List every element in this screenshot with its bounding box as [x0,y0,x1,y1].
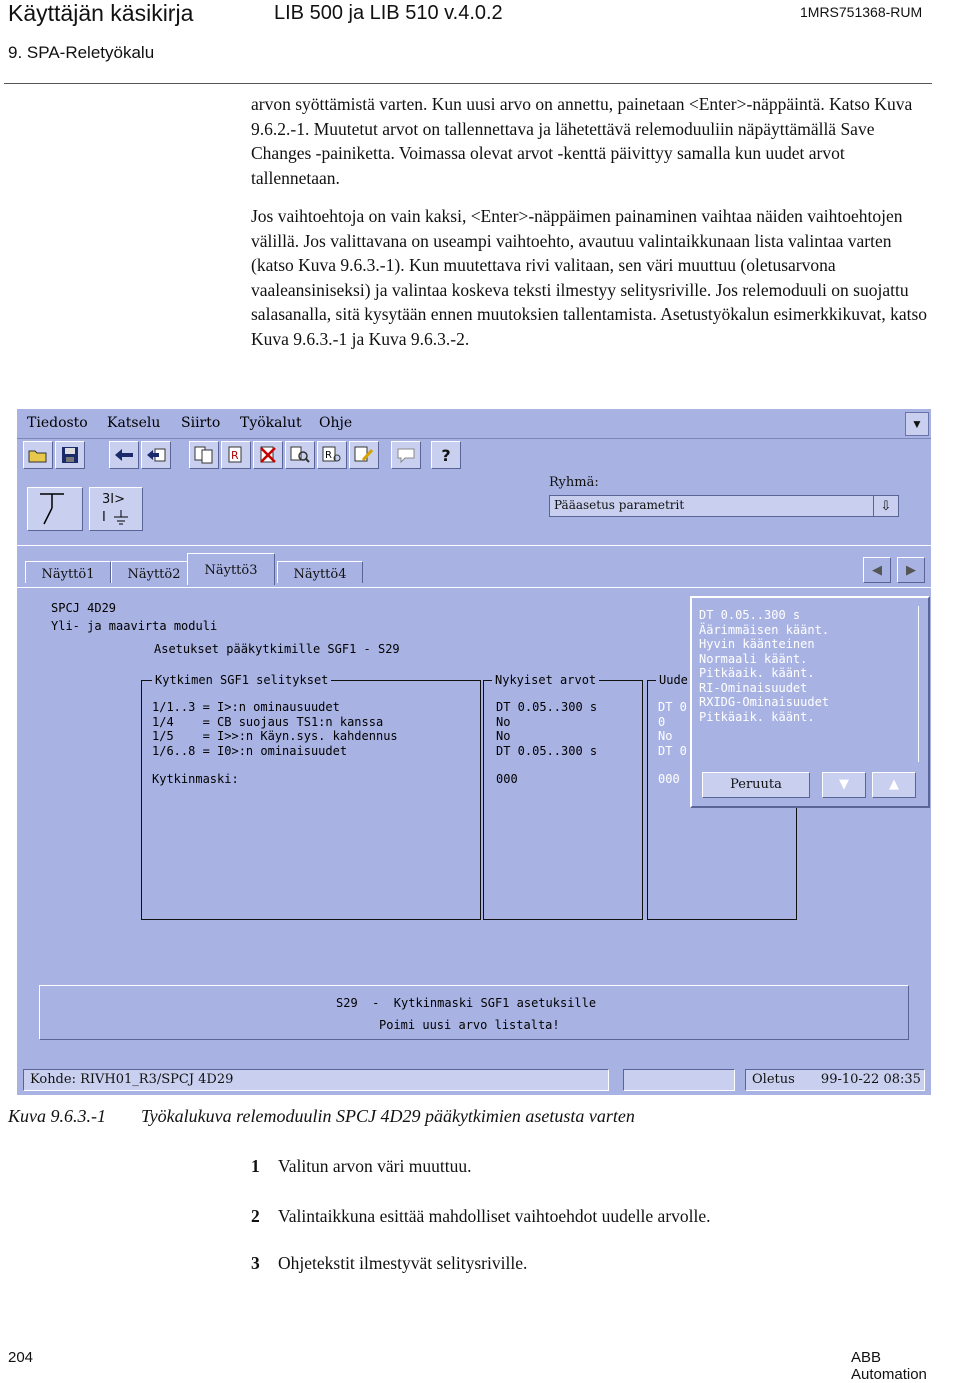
new-value-selected[interactable]: DT 0 [658,700,687,714]
scroll-down-icon[interactable]: ▼ [822,772,866,798]
menu-tyokalut[interactable]: Työkalut [240,415,302,431]
current-value: No [496,729,511,743]
popup-scroll-edge [918,606,919,762]
menu-tiedosto[interactable]: Tiedosto [27,415,88,431]
switch-description-box [141,673,481,920]
group-select[interactable] [549,495,899,517]
current-values-box [483,673,643,920]
module-name: SPCJ 4D29 [51,601,117,615]
value-popup [690,596,930,808]
note-number: 2 [251,1206,260,1226]
section-title: 9. SPA-Reletyökalu [8,43,155,62]
svg-text:R: R [231,449,239,462]
tab-naytto2[interactable]: Näyttö2 [111,561,197,583]
tab-next-icon[interactable]: ▶ [897,557,925,583]
product-name: LIB 500 ja LIB 510 v.4.0.2 [274,2,503,24]
module-desc: Yli- ja maavirta moduli [51,619,218,633]
note-number: 1 [251,1156,260,1176]
switch-icon-sub: I [102,510,106,525]
note-text: Ohjetekstit ilmestyvät selitysriville. [278,1253,528,1273]
toolbar [23,439,483,471]
status-time: 99-10-22 08:35 [820,1072,921,1087]
manual-title: Käyttäjän käsikirja [8,0,194,26]
figure-caption: Työkalukuva relemoduulin SPCJ 4D29 pääkytkimien asetusta varten [141,1106,635,1126]
header-divider [4,83,932,84]
tab-naytto3[interactable]: Näyttö3 [187,553,275,585]
switch-row[interactable]: 1/1..3 = I>:n ominausuudet [152,700,340,714]
edit-settings-icon[interactable] [349,441,379,469]
app-screenshot [17,409,931,1095]
note-text: Valitun arvon väri muuttuu. [278,1156,472,1176]
current-value: No [496,714,511,729]
value-option[interactable]: Pitkäaik. käänt. [699,709,815,724]
status-state-field [745,1069,925,1091]
current-value: DT 0.05..300 s [496,743,598,758]
scroll-up-icon[interactable]: ▲ [872,772,916,798]
delete-icon[interactable] [253,441,283,469]
value-option[interactable]: Äärimmäisen käänt. [699,622,830,637]
current-box-title: Nykyiset arvot [492,673,599,688]
new-box-title: Uude [656,673,691,688]
comment-icon[interactable] [391,441,421,469]
report-icon[interactable] [317,441,347,469]
document-id: 1MRS751368-RUM [800,4,923,20]
download-arrow-icon[interactable]: ⇩ [873,496,898,516]
status-line-2: Poimi uusi arvo listalta! [379,1018,560,1032]
switch-icon-label: 3I> [102,492,125,507]
menu-ohje[interactable]: Ohje [319,415,353,431]
switch-row[interactable]: 1/6..8 = I0>:n ominaisuudet [152,743,348,758]
value-option[interactable]: Pitkäaik. käänt. [699,666,815,680]
svg-text:R: R [325,450,332,461]
open-folder-icon[interactable] [23,441,53,469]
status-bar [17,1061,931,1095]
status-line-1: S29 - Kytkinmaski SGF1 asetuksille [336,996,597,1010]
menu-siirto[interactable]: Siirto [181,415,221,431]
page-number: 204 [8,1349,34,1366]
tab-naytto4[interactable]: Näyttö4 [277,561,363,583]
note-text: Valintaikkuna esittää mahdolliset vaihtoehdot uudelle arvolle. [278,1206,711,1226]
receive-arrow-icon[interactable] [141,441,171,469]
group-label: Ryhmä: [549,475,599,490]
note-number: 3 [251,1253,260,1273]
switch-row[interactable]: 1/5 = I>>:n Käyn.sys. kahdennus [152,729,398,743]
group-select-value: Pääasetus parametrit [554,498,685,512]
settings-title: Asetukset pääkytkimille SGF1 - S29 [154,642,400,656]
new-value[interactable]: DT 0 [658,743,687,758]
divider [17,545,931,546]
value-option[interactable]: Normaali käänt. [699,651,808,666]
tab-naytto1[interactable]: Näyttö1 [25,561,111,583]
compare-icon[interactable] [285,441,315,469]
help-glyph: ? [441,445,451,465]
new-mask[interactable]: 000 [658,772,680,786]
switch-row[interactable]: 1/4 = CB suojaus TS1:n kanssa [152,714,384,729]
copy-settings-icon[interactable] [189,441,219,469]
body-paragraph-1: arvon syöttämistä varten. Kun uusi arvo on annettu, painetaan <Enter>-näppäintä. Katso Kuva 9.6.2.-1. Muutetut arvot on tallennettava ja lähetettävä relemoduuliin näpäyttämällä Save Changes -painiketta. Voimassa olevat arvot -kenttä päivittyy samalla kun uudet arvot tallennetaan. [251,94,913,188]
dropdown-arrow-icon[interactable]: ▼ [905,412,929,436]
menu-katselu[interactable]: Katselu [107,415,161,431]
tab-prev-icon[interactable]: ◀ [863,557,891,583]
protection-function-icon[interactable] [89,487,143,531]
new-value[interactable]: No [658,729,673,743]
value-option[interactable]: RXIDG-Ominaisuudet [699,695,830,709]
body-paragraph-2: Jos vaihtoehtoja on vain kaksi, <Enter>-näppäimen painaminen vaihtaa näiden vaihtoehtojen välillä. Jos valittavana on useampi vaihtoehto, avautuu valintaikkunaan lista valintaa varten (katso Kuva 9.6.3.-1). Kun muutettava rivi valitaan, sen väri muuttuu (oletusarvona vaaleansiniseksi) ja valintaa koskeva teksti ilmestyy selitysriville. Jos relemoduuli on suojattu salasanalla, sitä kysytään ennen muutoksien tallentamista. Asetustyökalun esimerkkikuvat, katso Kuva 9.6.3.-1 ja Kuva 9.6.3.-2. [251,206,928,349]
help-icon[interactable] [431,441,461,469]
reset-icon[interactable] [221,441,251,469]
menu-bar [17,409,931,439]
send-arrow-icon[interactable] [109,441,139,469]
value-option-list [699,608,917,758]
value-option[interactable]: DT 0.05..300 s [699,608,801,622]
company-name: ABB Automation [851,1349,927,1383]
value-option[interactable]: RI-Ominaisuudet [699,680,808,695]
single-line-diagram-icon[interactable] [27,487,83,531]
new-value[interactable]: 0 [658,714,666,729]
switch-box-title: Kytkimen SGF1 selitykset [152,673,331,688]
switch-mask-label: Kytkinmaski: [152,772,239,786]
value-option[interactable]: Hyvin käänteinen [699,637,815,651]
status-empty [623,1069,735,1091]
help-status-panel [39,985,909,1040]
current-value: DT 0.05..300 s [496,700,598,714]
figure-label: Kuva 9.6.3.-1 [8,1106,106,1126]
status-state: Oletus [752,1072,795,1087]
save-disk-icon[interactable] [55,441,85,469]
current-mask: 000 [496,772,518,786]
cancel-button[interactable]: Peruuta [702,772,810,798]
status-target: Kohde: RIVH01_R3/SPCJ 4D29 [23,1069,609,1091]
